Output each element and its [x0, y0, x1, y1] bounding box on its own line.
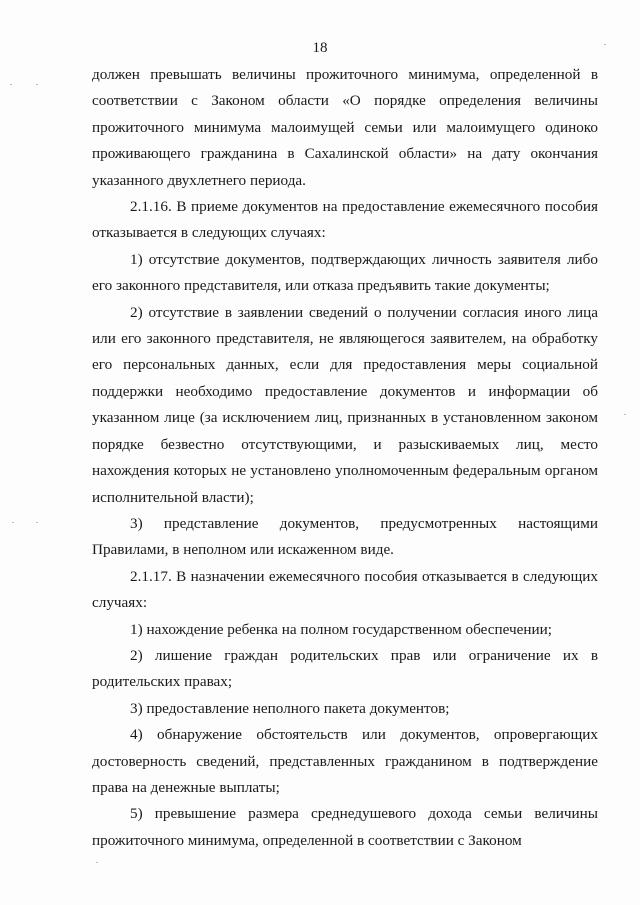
paragraph-item-2-no-consent: 2) отсутствие в заявлении сведений о получении согласия иного лица или его законного представителя, не являющегося заявителем, на обработку его персональных данных, если для предоставления меры социальной поддержки необходимо предоставление документов и информации об указанном лице (за исключением лиц, признанных в установленном законом порядке безвестно отсутствующими, и разыскиваемых лиц, место нахождения которых не установлено уполномоченным федеральным органом исполнительной власти); — [92, 303, 598, 506]
paragraph-item-4-false-information: 4) обнаружение обстоятельств или документов, опровергающих достоверность сведений, представленных гражданином в подтверждение права на денежные выплаты; — [92, 726, 598, 796]
paragraph-item-3-incomplete-package: 3) предоставление неполного пакета документов; — [130, 699, 450, 717]
paragraph-clause-2-1-17: 2.1.17. В назначении ежемесячного пособия отказывается в следующих случаях: — [92, 567, 598, 612]
scan-speck — [36, 84, 38, 85]
page-number: 18 — [312, 40, 328, 56]
paragraph-item-3-incomplete-documents: 3) представление документов, предусмотренных настоящими Правилами, в неполном или искаженном виде. — [92, 514, 598, 559]
scan-speck — [624, 414, 626, 415]
paragraph-clause-2-1-16: 2.1.16. В приеме документов на предоставление ежемесячного пособия отказывается в следующих случаях: — [92, 198, 598, 242]
paragraph-item-5-income-excess: 5) превышение размера среднедушевого дохода семьи величины прожиточного минимума, определенной в соответствии с Законом — [92, 805, 598, 849]
paragraph-item-2-parental-rights: 2) лишение граждан родительских прав или ограничение их в родительских правах; — [92, 646, 598, 691]
scan-speck — [36, 522, 38, 523]
paragraph-continuation: должен превышать величины прожиточного минимума, определенной в соответствии с Законом области «О порядке определения величины прожиточного минимума малоимущей семьи или малоимущего одиноко проживающего гражданина в Сахалинской области» на дату окончания указанного двухлетнего периода. — [92, 66, 598, 189]
scan-speck — [10, 84, 12, 85]
paragraph-item-1-state-support: 1) нахождение ребенка на полном государственном обеспечении; — [130, 620, 553, 638]
scan-speck — [96, 862, 98, 863]
document-body — [92, 62, 598, 854]
paragraph-item-1-no-identity-documents: 1) отсутствие документов, подтверждающих личность заявителя либо его законного представителя, или отказа предъявить такие документы; — [92, 250, 598, 295]
scan-speck — [12, 522, 14, 523]
scan-speck — [604, 44, 606, 45]
